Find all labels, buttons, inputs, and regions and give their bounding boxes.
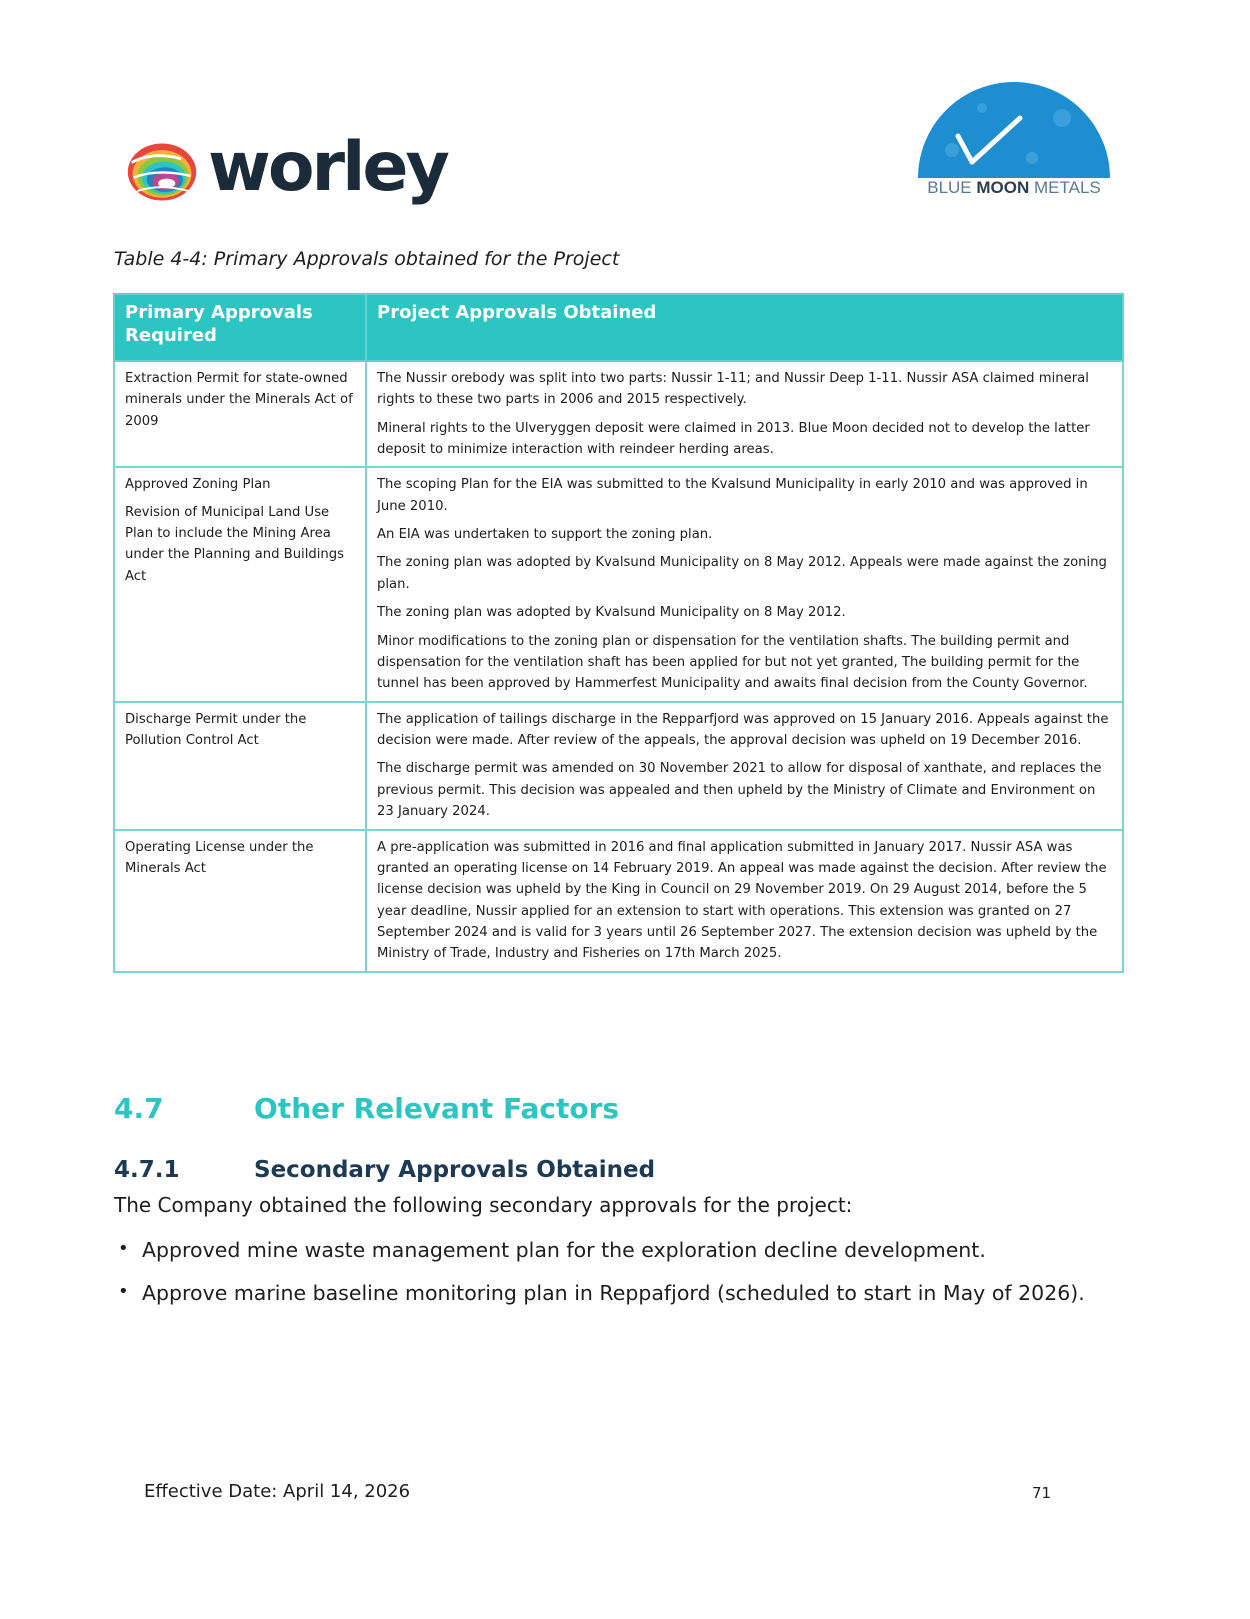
list-item-text: Approve marine baseline monitoring plan in Reppafjord (scheduled to start in May of 2026).: [142, 1280, 1085, 1305]
obtained-text: The zoning plan was adopted by Kvalsund Municipality on 8 May 2012. Appeals were made against the zoning plan.: [377, 555, 1107, 592]
effective-date: Effective Date: April 14, 2026: [144, 1481, 411, 1502]
list-item: [114, 1278, 1114, 1310]
obtained-text: A pre-application was submitted in 2016 and final application submitted in January 2017. Nussir ASA was granted an operating license on 14 February 2019. An appeal was made against the decision. After review the license decision was upheld by the King in Council on 29 November 2019. On 29 August 2014, before the 5 year deadline, Nussir applied for an extension to start with operations. This extension was granted on 27 September 2024 and is valid for 3 years until 26 September 2027. The extension decision was upheld by the Ministry of Trade, Industry and Fisheries on 17th March 2025.: [377, 839, 1107, 962]
primary-approvals-table: [113, 293, 1124, 973]
required-cell: [114, 702, 366, 830]
required-text: Discharge Permit under the Pollution Control Act: [125, 711, 307, 749]
obtained-text: Mineral rights to the Ulveryggen deposit were claimed in 2013. Blue Moon decided not to develop the latter deposit to minimize interaction with reindeer herding areas.: [377, 420, 1090, 457]
obtained-cell: [366, 467, 1123, 701]
required-text: Approved Zoning Plan: [125, 477, 271, 493]
obtained-text: The discharge permit was amended on 30 November 2021 to allow for disposal of xanthate, and replaces the previous permit. This decision was appealed and then upheld by the Ministry of Climate and Environment on 23 January 2024.: [377, 761, 1102, 820]
bullet-icon: •: [118, 1280, 129, 1302]
table-row: [114, 830, 1123, 972]
blue-moon-logo-text: BLUE MOON METALS: [927, 178, 1101, 197]
section-number: 4.7: [114, 1092, 164, 1125]
table-caption: Table 4-4: Primary Approvals obtained for the Project: [114, 248, 620, 270]
obtained-text: The zoning plan was adopted by Kvalsund Municipality on 8 May 2012.: [377, 605, 846, 621]
required-cell: [114, 830, 366, 972]
subsection-heading: [114, 1157, 655, 1183]
moon-clock-icon: [912, 78, 1116, 178]
worley-logo: [124, 128, 447, 210]
required-text: Revision of Municipal Land Use Plan to include the Mining Area under the Planning and Buildings Act: [125, 504, 345, 584]
section-title: Other Relevant Factors: [254, 1092, 620, 1125]
obtained-text: An EIA was undertaken to support the zoning plan.: [377, 527, 713, 543]
obtained-cell: [366, 702, 1123, 830]
table-header-row: [114, 294, 1123, 361]
column-header-required: Primary Approvals Required: [114, 294, 366, 361]
table-row: [114, 702, 1123, 830]
list-item-text: Approved mine waste management plan for the exploration decline development.: [142, 1238, 986, 1262]
worley-logo-text: worley: [208, 128, 447, 207]
secondary-approvals-list: [114, 1235, 1114, 1321]
obtained-cell: [366, 361, 1123, 468]
table-row: [114, 467, 1123, 701]
column-header-obtained: Project Approvals Obtained: [366, 294, 1123, 361]
obtained-text: Minor modifications to the zoning plan or dispensation for the ventilation shafts. The building permit and dispensation for the ventilation shaft has been applied for but not yet granted, The building permit for the tunnel has been approved by Hammerfest Municipality and awaits final decision from the County Governor.: [377, 633, 1088, 692]
bullet-icon: •: [118, 1238, 129, 1259]
page-number: 71: [1032, 1484, 1052, 1502]
list-item: [114, 1235, 1114, 1267]
obtained-text: The scoping Plan for the EIA was submitted to the Kvalsund Municipality in early 2010 and was approved in June 2010.: [377, 477, 1088, 514]
required-cell: [114, 467, 366, 701]
obtained-text: The Nussir orebody was split into two parts: Nussir 1-11; and Nussir Deep 1-11. Nussir ASA claimed mineral rights to these two parts in 2006 and 2015 respectively.: [377, 370, 1089, 408]
required-text: Extraction Permit for state-owned minerals under the Minerals Act of 2009: [125, 370, 353, 429]
obtained-cell: [366, 830, 1123, 972]
blue-moon-metals-logo: [912, 78, 1116, 202]
obtained-text: The application of tailings discharge in the Repparfjord was approved on 15 January 2016. Appeals against the decision were made. After review of the appeals, the approval decision was upheld on 19 December 2016.: [377, 711, 1109, 749]
section-heading: [114, 1092, 619, 1125]
worley-swirl-icon: [124, 134, 200, 210]
required-text: Operating License under the Minerals Act: [125, 839, 314, 876]
intro-paragraph: The Company obtained the following secondary approvals for the project:: [114, 1193, 853, 1217]
subsection-title: Secondary Approvals Obtained: [254, 1157, 656, 1183]
subsection-number: 4.7.1: [114, 1157, 180, 1183]
table-row: [114, 361, 1123, 468]
required-cell: [114, 361, 366, 468]
